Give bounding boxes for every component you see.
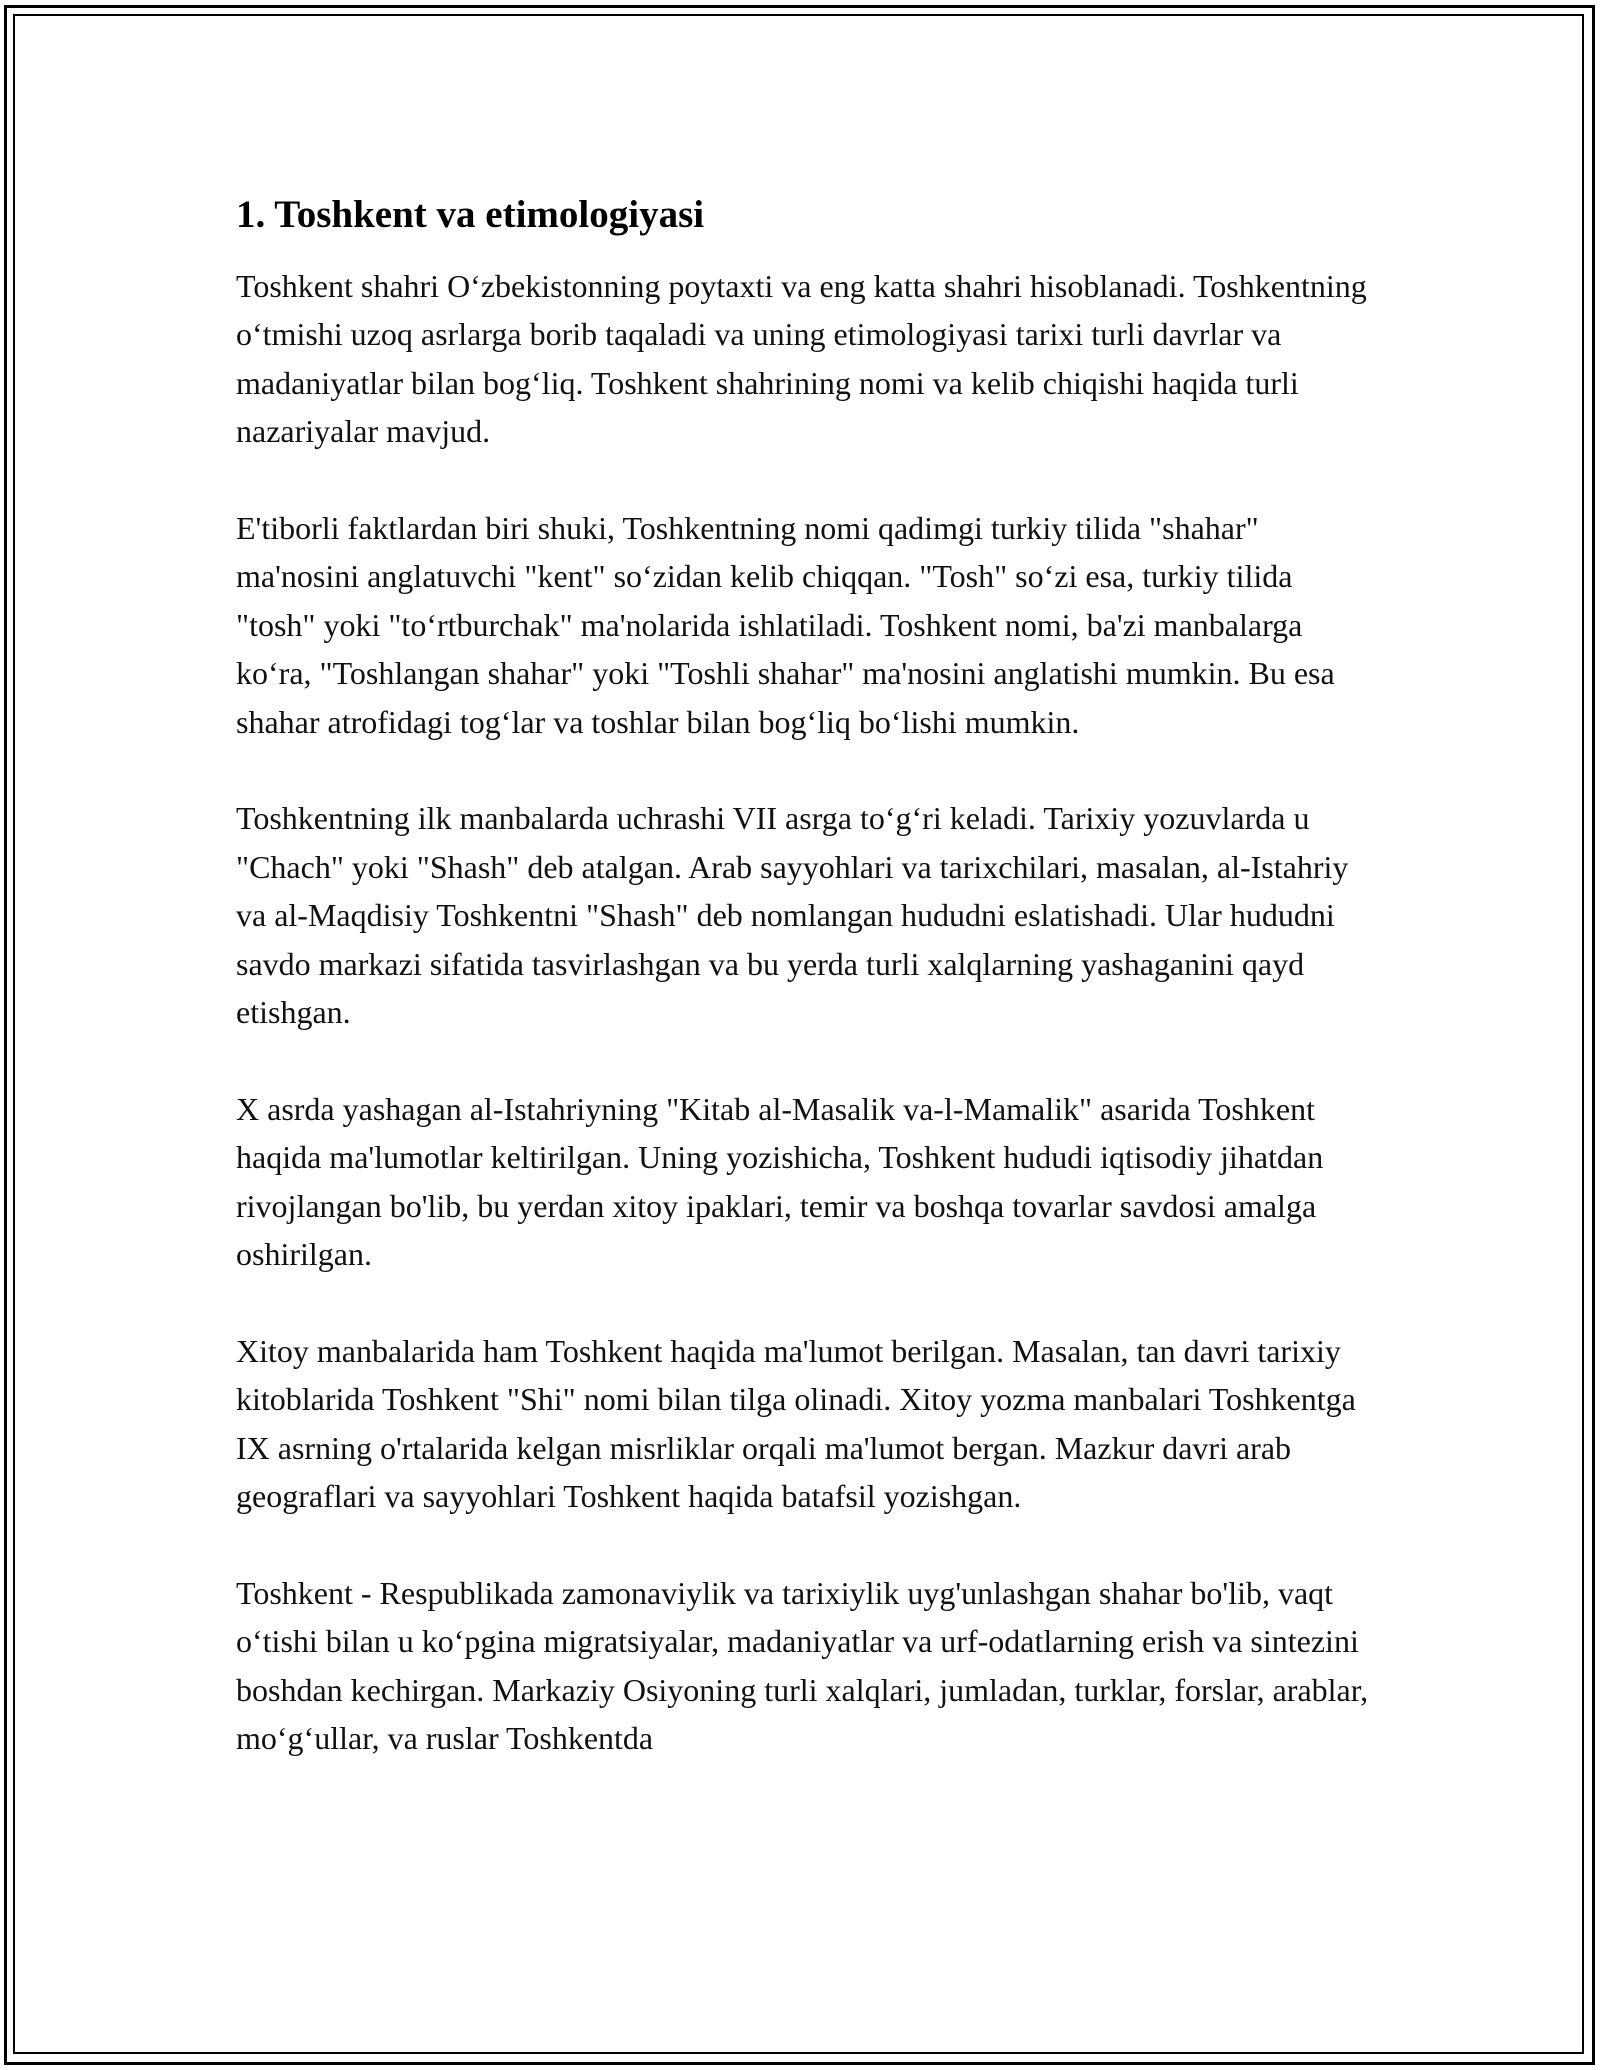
paragraph-6: Toshkent - Respublikada zamonaviylik va tarixiylik uyg'unlashgan shahar bo'lib, vaqt o‘tishi bilan u ko‘pgina migratsiyalar, madaniyatlar va urf-odatlarning erish va sintezini boshdan kechirgan. Markaziy Osiyoning turli xalqlari, jumladan, turklar, forslar, arablar, mo‘g‘ullar, va ruslar Toshkentda [236,1574,1369,1757]
paragraph-2: E'tiborli faktlardan biri shuki, Toshkentning nomi qadimgi turkiy tilida "shahar" ma'nosini anglatuvchi "kent" so‘zidan kelib chiqqan. "Tosh" so‘zi esa, turkiy tilida "tosh" yoki "to‘rtburchak" ma'nolarida ishlatiladi. Toshkent nomi, ba'zi manbalarga ko‘ra, "Toshlangan shahar" yoki "Toshli shahar" ma'nosini anglatishi mumkin. Bu esa shahar atrofidagi tog‘lar va toshlar bilan bog‘liq bo‘lishi mumkin. [236,510,1335,740]
paragraph-5: Xitoy manbalarida ham Toshkent haqida ma'lumot berilgan. Masalan, tan davri tarixiy kitoblarida Toshkent "Shi" nomi bilan tilga olinadi. Xitoy yozma manbalari Toshkentga IX asrning o'rtalarida kelgan misrliklar orqali ma'lumot bergan. Mazkur davri arab geograflari va sayyohlari Toshkent haqida batafsil yozishgan. [236,1332,1356,1515]
paragraph-3: Toshkentning ilk manbalarda uchrashi VII asrga to‘g‘ri keladi. Tarixiy yozuvlarda u "Chach" yoki "Shash" deb atalgan. Arab sayyohlari va tarixchilari, masalan, al-Istahriy va al-Maqdisiy Toshkentni "Shash" deb nomlangan hududni eslatishadi. Ular hududni savdo markazi sifatida tasvirlashgan va bu yerda turli xalqlarning yashaganini qayd etishgan. [236,800,1349,1031]
document-body [236,188,1376,1811]
paragraph-4: X asrda yashagan al-Istahriyning "Kitab al-Masalik va-l-Mamalik" asarida Toshkent haqida ma'lumotlar keltirilgan. Uning yozishicha, Toshkent hududi iqtisodiy jihatdan rivojlangan bo'lib, bu yerdan xitoy ipaklari, temir va boshqa tovarlar savdosi amalga oshirilgan. [236,1090,1324,1273]
section-heading: 1. Toshkent va etimologiyasi [236,193,705,236]
paragraph-1: Toshkent shahri O‘zbekistonning poytaxti va eng katta shahri hisoblanadi. Toshkentning o‘tmishi uzoq asrlarga borib taqaladi va uning etimologiyasi tarixi turli davrlar va madaniyatlar bilan bog‘liq. Toshkent shahrining nomi va kelib chiqishi haqida turli nazariyalar mavjud. [236,268,1367,450]
